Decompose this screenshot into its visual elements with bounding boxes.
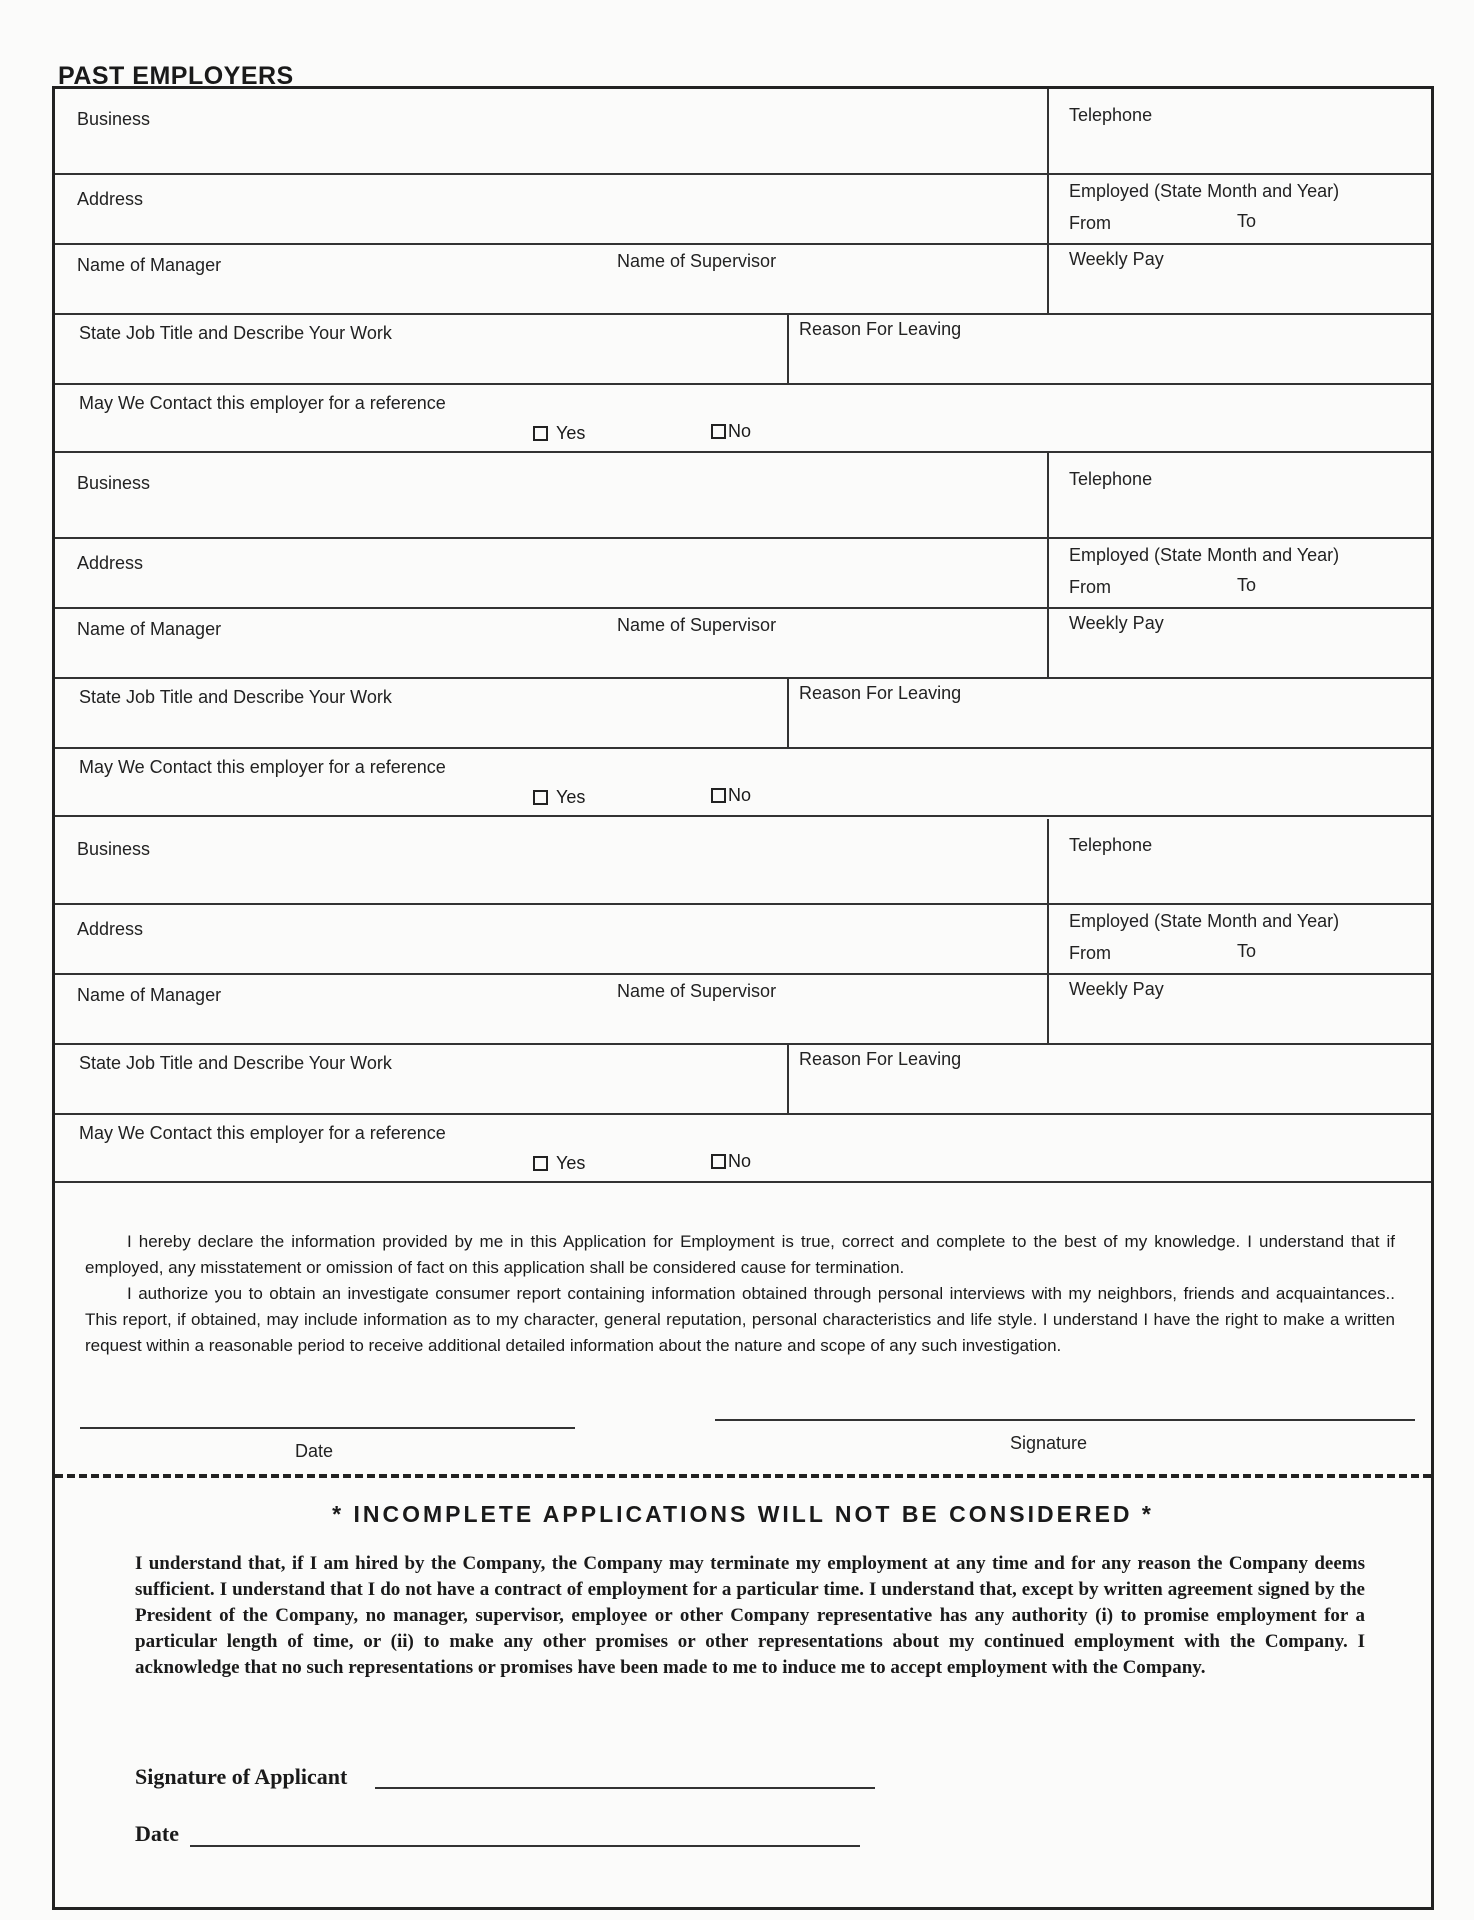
address-field[interactable] [55, 539, 1047, 607]
no-checkbox[interactable] [711, 1154, 726, 1169]
past-employers-form [52, 86, 1434, 1910]
business-field[interactable] [55, 453, 1047, 537]
manager-row [55, 609, 1431, 679]
address-row [55, 175, 1431, 245]
business-row [55, 89, 1431, 175]
yes-label: Yes [556, 787, 586, 807]
contact-no-option[interactable] [711, 421, 751, 442]
employment-terms: I understand that, if I am hired by the Company, the Company may terminate my employment at any time and for any reason the Company deems sufficient. I understand that I do not have a contract of employment for a particular time. I understand that, except by written agreement signed by the President of the Company, no manager, supervisor, employee or other Company representative has any authority (i) to promise employment for a particular length of time, or (ii) to make any other promises or other representations about my continued employment with the Company. I acknowledge that no such representations or promises have been made to me to induce me to accept employment with the Company. [135, 1553, 1365, 1678]
address-field[interactable] [55, 905, 1047, 973]
job-row [55, 1045, 1431, 1115]
contact-label: May We Contact this employer for a reference [79, 1123, 446, 1143]
weekly-pay-field[interactable] [1047, 245, 1431, 313]
employed-dates-field[interactable] [1047, 905, 1431, 973]
contact-label: May We Contact this employer for a reference [79, 393, 446, 413]
address-label: Address [77, 189, 144, 209]
applicant-signature-line[interactable] [375, 1787, 875, 1789]
address-row [55, 905, 1431, 975]
contact-row [55, 385, 1431, 453]
telephone-label: Telephone [1069, 469, 1153, 489]
manager-field[interactable] [55, 975, 605, 1043]
weekly-pay-label: Weekly Pay [1069, 249, 1164, 269]
yes-label: Yes [556, 1153, 586, 1173]
employed-label: Employed (State Month and Year) [1069, 181, 1340, 201]
applicant-date-line[interactable] [190, 1845, 860, 1847]
business-row [55, 453, 1431, 539]
contact-no-option[interactable] [711, 1151, 751, 1172]
yes-checkbox[interactable] [533, 426, 548, 441]
supervisor-field[interactable] [605, 609, 1047, 677]
supervisor-label: Name of Supervisor [617, 615, 777, 635]
applicant-date-label: Date [135, 1821, 179, 1846]
business-field[interactable] [55, 89, 1047, 173]
to-label: To [1237, 211, 1257, 231]
yes-checkbox[interactable] [533, 1156, 548, 1171]
telephone-field[interactable] [1047, 89, 1431, 173]
from-label: From [1069, 577, 1111, 597]
yes-label: Yes [556, 423, 586, 443]
manager-field[interactable] [55, 245, 605, 313]
no-checkbox[interactable] [711, 424, 726, 439]
no-label: No [728, 785, 752, 805]
address-label: Address [77, 553, 144, 573]
telephone-label: Telephone [1069, 105, 1153, 125]
section-title: PAST EMPLOYERS [58, 62, 294, 90]
address-label: Address [77, 919, 144, 939]
no-label: No [728, 421, 752, 441]
business-row [55, 819, 1431, 905]
manager-label: Name of Manager [77, 985, 222, 1005]
employed-dates-field[interactable] [1047, 175, 1431, 243]
reason-label: Reason For Leaving [799, 683, 962, 703]
supervisor-label: Name of Supervisor [617, 981, 777, 1001]
reason-label: Reason For Leaving [799, 1049, 962, 1069]
weekly-pay-label: Weekly Pay [1069, 979, 1164, 999]
business-field[interactable] [55, 819, 1047, 903]
telephone-field[interactable] [1047, 819, 1431, 903]
manager-row [55, 975, 1431, 1045]
yes-checkbox[interactable] [533, 790, 548, 805]
from-label: From [1069, 213, 1111, 233]
business-label: Business [77, 473, 151, 493]
no-label: No [728, 1151, 752, 1171]
address-row [55, 539, 1431, 609]
job-title-field[interactable] [55, 679, 787, 747]
supervisor-label: Name of Supervisor [617, 251, 777, 271]
to-label: To [1237, 575, 1257, 595]
contact-row [55, 749, 1431, 817]
telephone-field[interactable] [1047, 453, 1431, 537]
job-title-label: State Job Title and Describe Your Work [79, 323, 392, 343]
employer-block-3 [55, 819, 1431, 1183]
supervisor-field[interactable] [605, 245, 1047, 313]
employer-block-2 [55, 453, 1431, 817]
job-title-field[interactable] [55, 1045, 787, 1113]
date-label: Date [295, 1441, 334, 1461]
weekly-pay-label: Weekly Pay [1069, 613, 1164, 633]
contact-yes-option[interactable] [533, 787, 585, 808]
contact-yes-option[interactable] [533, 1153, 585, 1174]
declaration [85, 1229, 1395, 1359]
employed-label: Employed (State Month and Year) [1069, 911, 1340, 931]
manager-label: Name of Manager [77, 255, 222, 275]
declaration-paragraph-2: I authorize you to obtain an investigate consumer report containing information obtained through personal interviews with my neighbors, friends and acquaintances.. This report, if obtained, may include information as to my character, general reputation, personal characteristics and life style. I understand I have the right to make a written request within a reasonable period to receive additional detailed information about the nature and scope of any such investigation. [85, 1284, 1395, 1355]
date-line[interactable] [80, 1427, 575, 1429]
from-label: From [1069, 943, 1111, 963]
reason-field[interactable] [787, 1045, 1431, 1113]
signature-label: Signature [1010, 1433, 1088, 1453]
manager-label: Name of Manager [77, 619, 222, 639]
cut-divider [55, 1474, 1431, 1478]
business-label: Business [77, 839, 151, 859]
job-title-label: State Job Title and Describe Your Work [79, 687, 392, 707]
no-checkbox[interactable] [711, 788, 726, 803]
job-row [55, 315, 1431, 385]
reason-field[interactable] [787, 679, 1431, 747]
business-label: Business [77, 109, 151, 129]
contact-label: May We Contact this employer for a reference [79, 757, 446, 777]
telephone-label: Telephone [1069, 835, 1153, 855]
contact-no-option[interactable] [711, 785, 751, 806]
contact-row [55, 1115, 1431, 1183]
declaration-paragraph-1: I hereby declare the information provided by me in this Application for Employment is true, correct and complete to the best of my knowledge. I understand that if employed, any misstatement or omission of fact on this application shall be considered cause for termination. [85, 1232, 1395, 1277]
job-title-field[interactable] [55, 315, 787, 383]
reason-label: Reason For Leaving [799, 319, 962, 339]
applicant-signature-label: Signature of Applicant [135, 1764, 348, 1789]
employed-label: Employed (State Month and Year) [1069, 545, 1340, 565]
weekly-pay-field[interactable] [1047, 975, 1431, 1043]
address-field[interactable] [55, 175, 1047, 243]
manager-row [55, 245, 1431, 315]
incomplete-warning: * INCOMPLETE APPLICATIONS WILL NOT BE CONSIDERED * [332, 1501, 1154, 1527]
reason-field[interactable] [787, 315, 1431, 383]
weekly-pay-field[interactable] [1047, 609, 1431, 677]
to-label: To [1237, 941, 1257, 961]
signature-line[interactable] [715, 1419, 1415, 1421]
contact-yes-option[interactable] [533, 423, 585, 444]
job-row [55, 679, 1431, 749]
job-title-label: State Job Title and Describe Your Work [79, 1053, 392, 1073]
supervisor-field[interactable] [605, 975, 1047, 1043]
employed-dates-field[interactable] [1047, 539, 1431, 607]
manager-field[interactable] [55, 609, 605, 677]
employer-block-1 [55, 89, 1431, 453]
